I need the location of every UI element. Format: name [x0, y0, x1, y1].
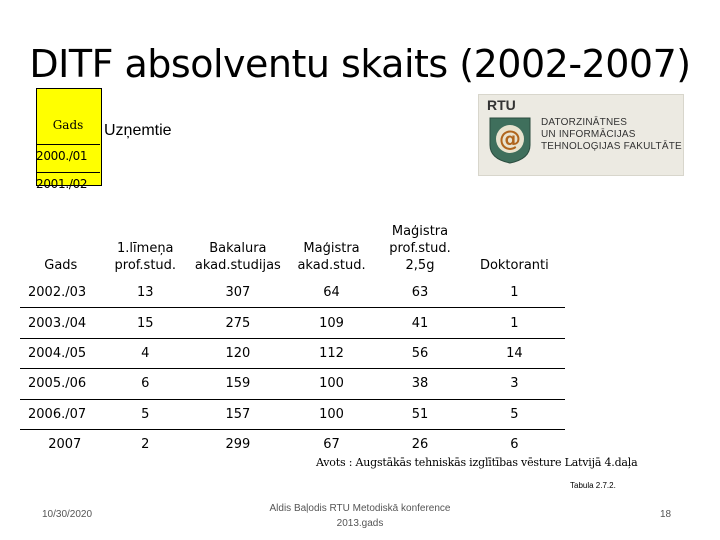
table-cell: 64: [287, 278, 377, 308]
header-doctoral: Doktoranti: [479, 258, 549, 273]
header-first-level: 1.līmeņa prof.stud.: [114, 241, 177, 273]
table-cell: 67: [323, 437, 340, 453]
table-cell: 275: [189, 308, 287, 338]
table-row: [20, 429, 565, 459]
faculty-name: DATORZINĀTNES UN INFORMĀCIJAS TEHNOLOĢIJAS FAKULTĀTE: [541, 117, 682, 152]
table-cell: 2004./05: [20, 338, 102, 368]
table-cell: 5: [464, 399, 565, 429]
table-cell: 307: [189, 278, 287, 308]
table-cell: 100: [287, 399, 377, 429]
header-year: Gads: [44, 258, 78, 273]
table-cell: 109: [287, 308, 377, 338]
table-row: [20, 278, 565, 308]
table-cell: 3: [464, 369, 565, 399]
table-cell: 299: [225, 437, 251, 453]
table-cell: 2002./03: [20, 278, 102, 308]
slide-title: DITF absolventu skaits (2002-2007): [29, 42, 691, 86]
table-cell: 63: [376, 278, 463, 308]
table-cell: 2003./04: [20, 308, 102, 338]
table-cell: 4: [102, 338, 189, 368]
source-note: Avots : Augstākās tehniskās izglītības vēsture Latvijā 4.daļa: [316, 456, 638, 469]
table-cell: 2005./06: [20, 369, 102, 399]
table-cell: 5: [102, 399, 189, 429]
table-cell: 112: [287, 338, 377, 368]
footer-date: 10/30/2020: [42, 509, 93, 520]
table-cell: 26: [411, 437, 429, 453]
table-cell: 38: [376, 369, 463, 399]
table-cell: 159: [189, 369, 287, 399]
faculty-logo: [478, 94, 684, 176]
at-shield-icon: [485, 115, 535, 165]
header-master-academic: Maģistra akad.stud.: [297, 241, 366, 273]
table-row: [20, 338, 565, 368]
table-cell: 51: [376, 399, 463, 429]
table-cell: 15: [102, 308, 189, 338]
table-cell: 2007: [48, 437, 82, 453]
table-cell: 41: [376, 308, 463, 338]
table-cell: 13: [102, 278, 189, 308]
table-cell: 100: [287, 369, 377, 399]
svg-text:@: @: [499, 127, 521, 152]
table-row: [20, 369, 565, 399]
table-cell: 157: [189, 399, 287, 429]
side-block-row: 2001./02: [36, 172, 100, 195]
rtu-logo-text: RTU: [487, 97, 516, 113]
table-cell: 1: [464, 308, 565, 338]
slide-number: 18: [660, 509, 672, 520]
table-cell: 2: [141, 437, 150, 453]
table-header-row: [20, 206, 565, 278]
footer-conference: Aldis Baļodis RTU Metodiskā konference 2013.gads: [269, 503, 451, 529]
table-number: Tabula 2.7.2.: [570, 481, 616, 490]
header-bachelor: Bakalura akad.studijas: [194, 241, 281, 273]
table-cell: 14: [464, 338, 565, 368]
table-cell: 1: [464, 278, 565, 308]
table-cell: 56: [376, 338, 463, 368]
table-cell: 2006./07: [20, 399, 102, 429]
table-cell: 6: [510, 437, 519, 453]
table-row: [20, 399, 565, 429]
side-block-row: 2000./01: [36, 144, 100, 167]
header-master-professional: Maģistra prof.stud. 2,5g: [389, 224, 451, 273]
table-cell: 6: [102, 369, 189, 399]
side-block-header: Gads: [52, 118, 84, 132]
graduates-table: [20, 206, 565, 459]
table-cell: 120: [189, 338, 287, 368]
admitted-subheading: Uzņemtie: [104, 122, 172, 139]
table-row: [20, 308, 565, 338]
